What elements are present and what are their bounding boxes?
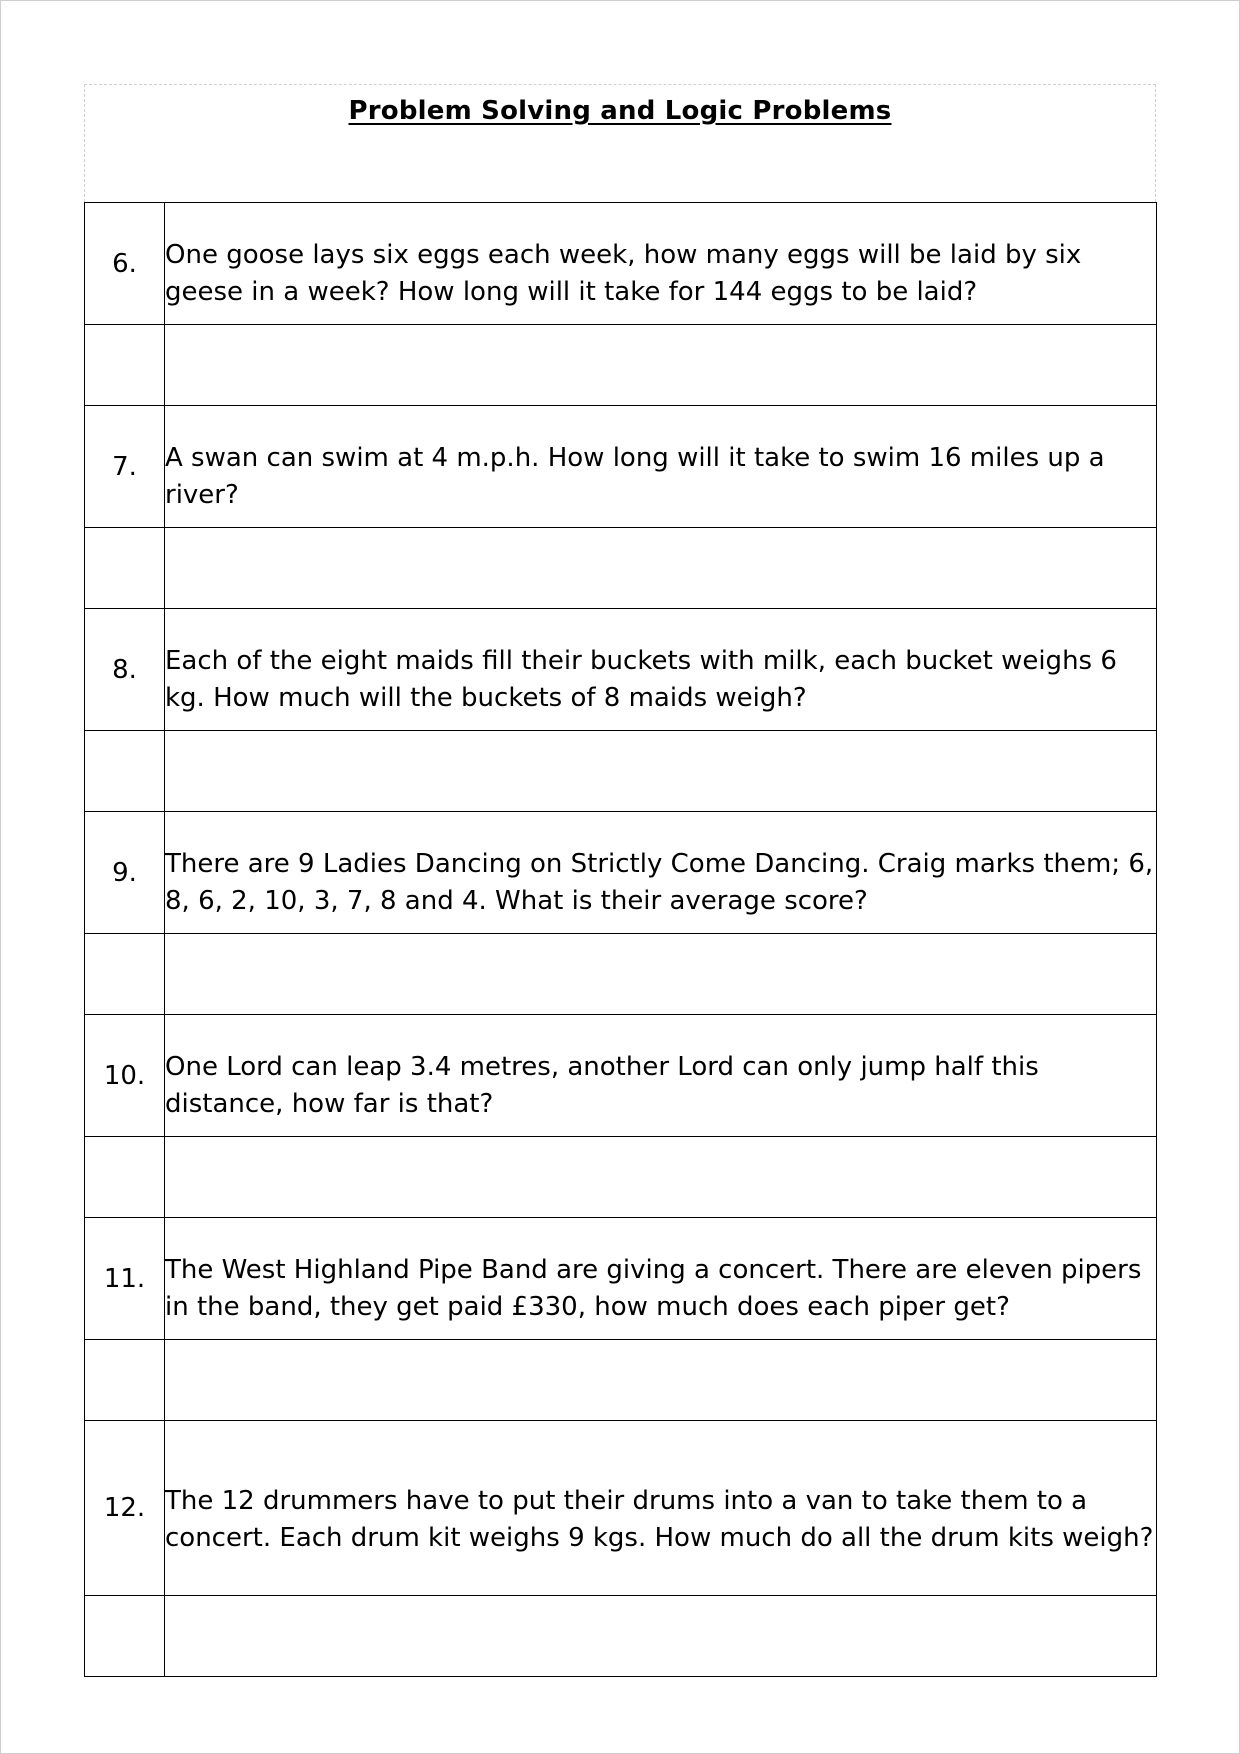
- answer-cell[interactable]: [165, 1596, 1157, 1677]
- answer-cell[interactable]: [165, 1340, 1157, 1421]
- problem-row: [85, 1421, 1157, 1596]
- problem-number: 12.: [85, 1421, 165, 1596]
- problem-row: [85, 1218, 1157, 1340]
- answer-number-cell: [85, 934, 165, 1015]
- answer-number-cell: [85, 325, 165, 406]
- answer-number-cell: [85, 1340, 165, 1421]
- problem-row: [85, 812, 1157, 934]
- problem-text: The 12 drummers have to put their drums into a van to take them to a concert. Each drum kit weighs 9 kgs. How much do all the drum kits weigh?: [165, 1421, 1157, 1596]
- answer-row: [85, 731, 1157, 812]
- page-title: Problem Solving and Logic Problems: [348, 96, 892, 126]
- problem-text: A swan can swim at 4 m.p.h. How long will it take to swim 16 miles up a river?: [165, 406, 1157, 528]
- problem-text: One Lord can leap 3.4 metres, another Lord can only jump half this distance, how far is that?: [165, 1015, 1157, 1137]
- problem-row: [85, 609, 1157, 731]
- worksheet-table: [84, 202, 1157, 1677]
- answer-cell[interactable]: [165, 731, 1157, 812]
- answer-number-cell: [85, 731, 165, 812]
- problem-row: [85, 406, 1157, 528]
- answer-row: [85, 1137, 1157, 1218]
- answer-number-cell: [85, 528, 165, 609]
- problem-text: There are 9 Ladies Dancing on Strictly Come Dancing. Craig marks them; 6, 8, 6, 2, 10, 3, 7, 8 and 4. What is their average score?: [165, 812, 1157, 934]
- answer-row: [85, 325, 1157, 406]
- problem-number: 11.: [85, 1218, 165, 1340]
- problem-text: One goose lays six eggs each week, how many eggs will be laid by six geese in a week? How long will it take for 144 eggs to be laid?: [165, 203, 1157, 325]
- answer-row: [85, 1340, 1157, 1421]
- problem-text: Each of the eight maids fill their buckets with milk, each bucket weighs 6 kg. How much will the buckets of 8 maids weigh?: [165, 609, 1157, 731]
- problem-number: 9.: [85, 812, 165, 934]
- answer-row: [85, 934, 1157, 1015]
- problem-number: 6.: [85, 203, 165, 325]
- problem-number: 10.: [85, 1015, 165, 1137]
- answer-cell[interactable]: [165, 1137, 1157, 1218]
- answer-cell[interactable]: [165, 325, 1157, 406]
- answer-number-cell: [85, 1137, 165, 1218]
- answer-row: [85, 1596, 1157, 1677]
- answer-row: [85, 528, 1157, 609]
- answer-number-cell: [85, 1596, 165, 1677]
- problem-row: [85, 203, 1157, 325]
- problem-number: 7.: [85, 406, 165, 528]
- problem-row: [85, 1015, 1157, 1137]
- problem-number: 8.: [85, 609, 165, 731]
- answer-cell[interactable]: [165, 528, 1157, 609]
- problem-text: The West Highland Pipe Band are giving a concert. There are eleven pipers in the band, they get paid £330, how much does each piper get?: [165, 1218, 1157, 1340]
- answer-cell[interactable]: [165, 934, 1157, 1015]
